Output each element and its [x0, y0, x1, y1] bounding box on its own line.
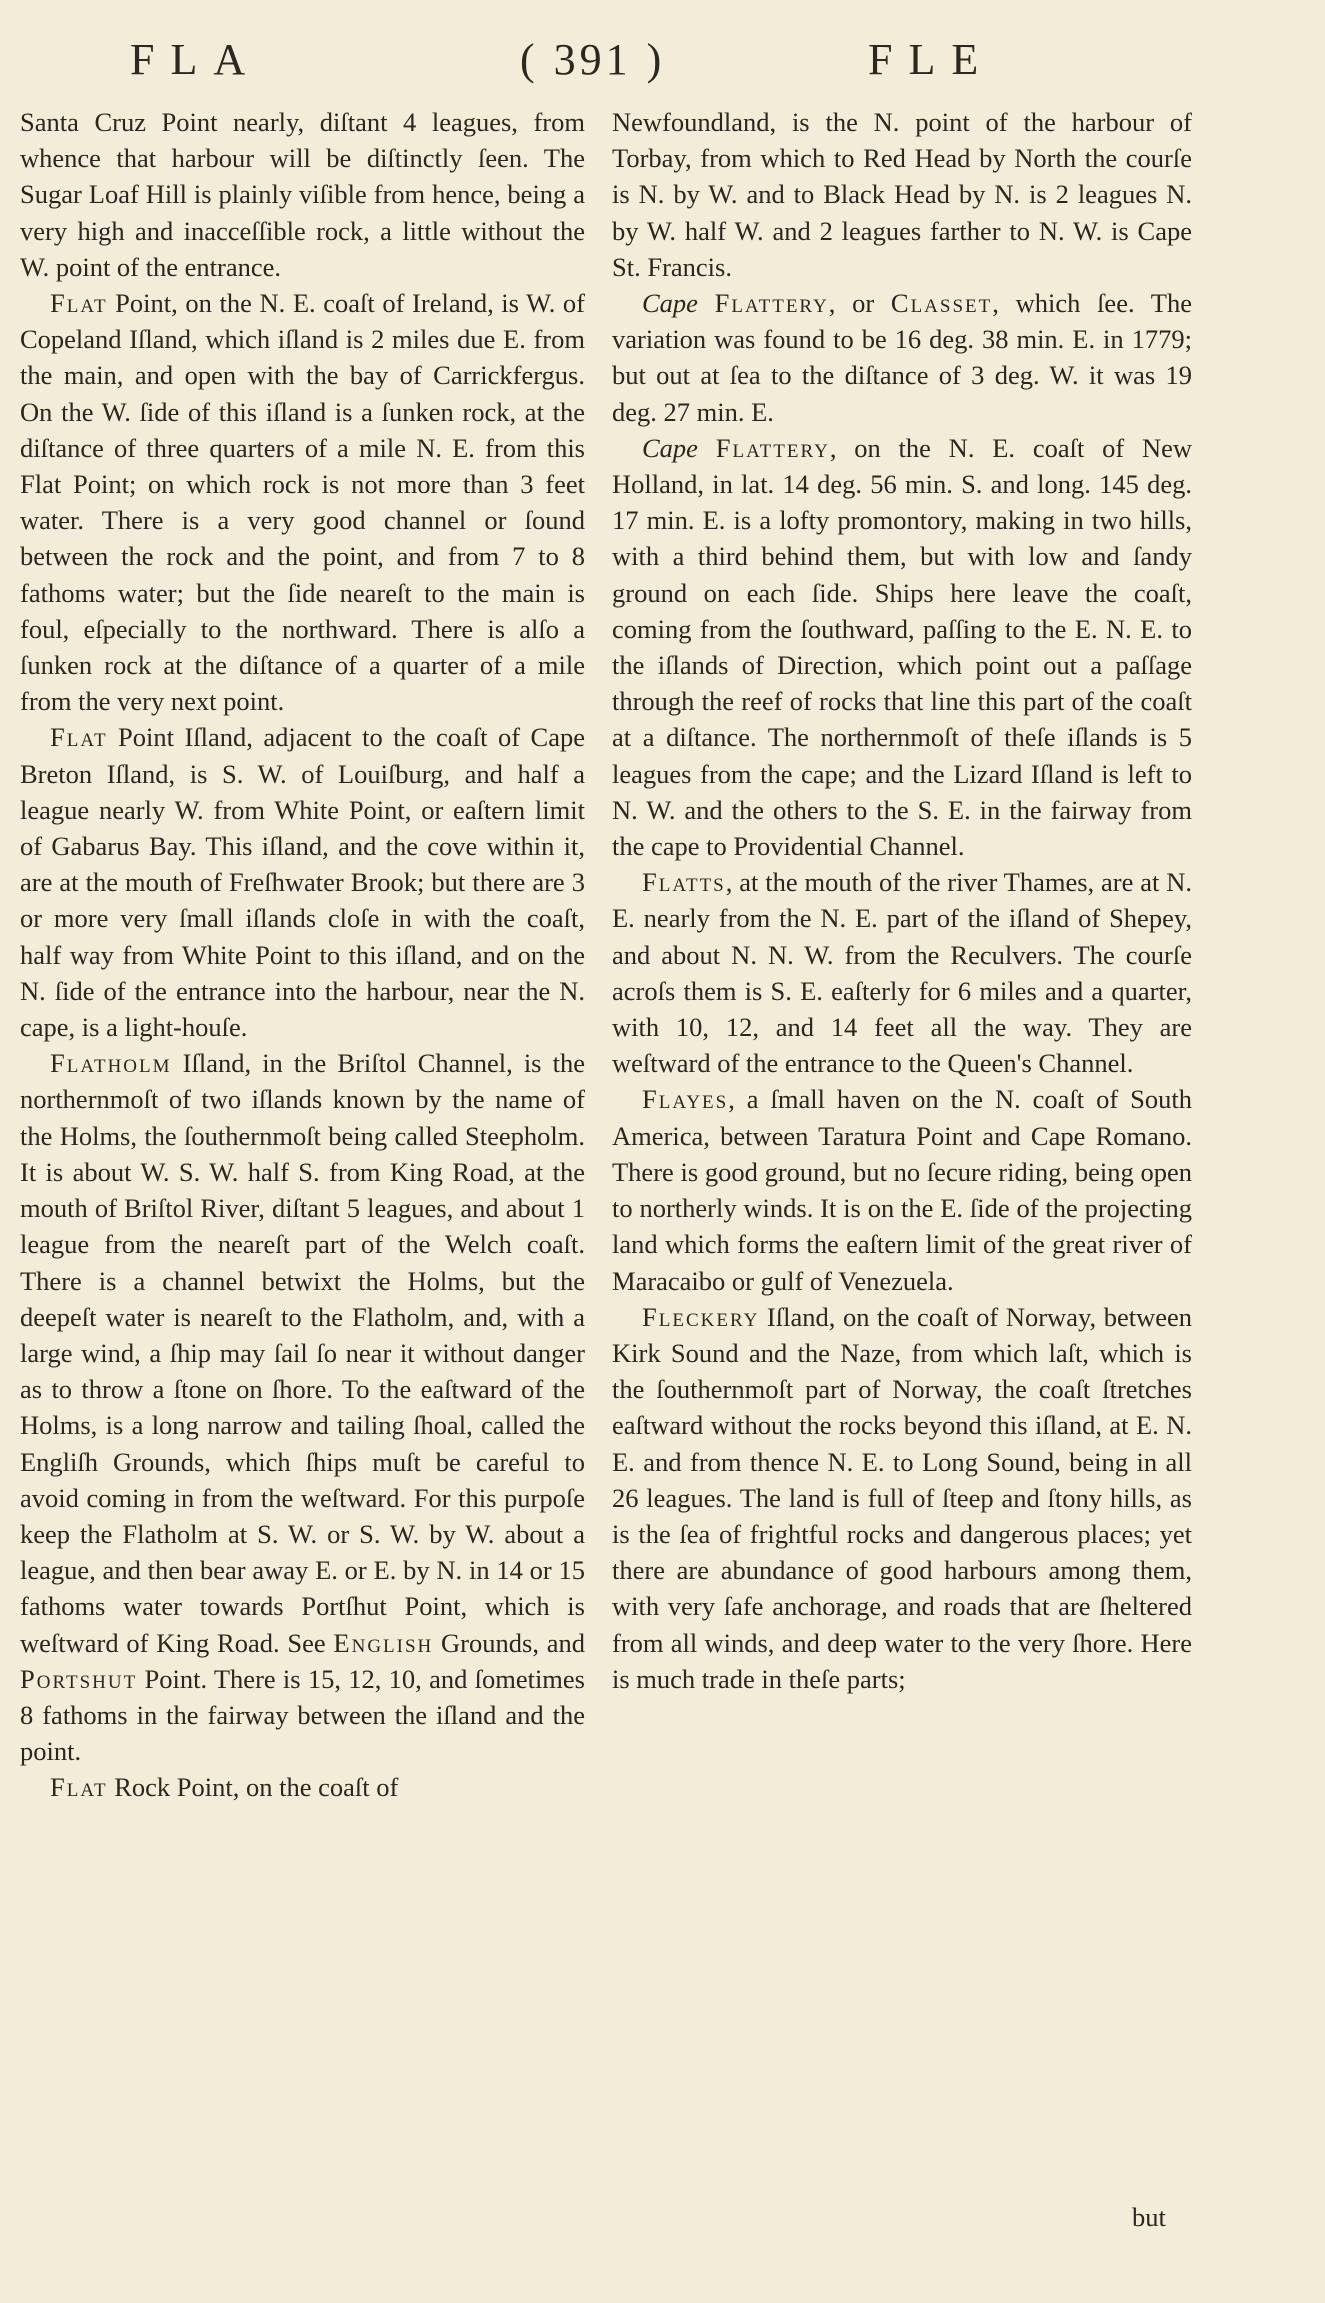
entry-headword: Flat [50, 288, 108, 319]
entry-cape-flattery-new-holland [612, 430, 1192, 864]
entry-text: Point, on the N. E. coaſt of Ireland, is W. of Copeland Iſland, which iſland is 2 miles due E. from the main, and open with the bay of Carrickfergus. On the W. ſide of this iſland is a ſunken rock, at the diſtance of three quarters of a mile N. E. from this Flat Point; on which rock is not more than 3 feet water. There is a very good channel or ſound between the rock and the point, and from 7 to 8 fathoms water; but the ſide neareſt to the main is foul, eſpecially to the northward. There is alſo a ſunken rock at the diſtance of a quarter of a mile from the very next point. [20, 288, 585, 717]
entry-fleckery [612, 1299, 1192, 1697]
entry-text: Iſland, in the Briſtol Channel, is the northernmoſt of two iſlands known by the name of the Holms, the ſouthernmoſt being called Steepholm. It is about W. S. W. half S. from King Road, at the mouth of Briſtol River, diſtant 5 leagues, and about 1 league from the neareſt part of the Welch coaſt. There is a channel betwixt the Holms, but the deepeſt water is neareſt to the Flatholm, and, with a large wind, a ſhip may ſail ſo near it without danger as to throw a ſtone on ſhore. To the eaſtward of the Holms, is a long narrow and tailing ſhoal, called the Engliſh Grounds, which ſhips muſt be careful to avoid coming in from the weſtward. For this purpoſe keep the Flatholm at S. W. or S. W. by W. about a league, and then bear away E. or E. by N. in 14 or 15 fathoms water towards Portſhut Point, which is weſtward of King Road. See [20, 1048, 585, 1658]
continuation-paragraph: Newfoundland, is the N. point of the harbour of Torbay, from which to Red Head by North the courſe is N. by W. and to Black Head by N. is 2 leagues N. by W. half W. and 2 leagues farther to N. W. is Cape St. Francis. [612, 107, 1192, 282]
entry-headword-alt: Classet [890, 288, 993, 319]
entry-text: , at the mouth of the river Thames, are at N. E. nearly from the N. E. part of the iſland of Shepey, and about N. N. W. from the Reculvers. The courſe acroſs them is S. E. eaſterly for 6 miles and a quarter, with 10, 12, and 14 feet all the way. They are weſtward of the entrance to the Queen's Channel. [612, 867, 1192, 1079]
entry-headword: Flayes [642, 1084, 729, 1115]
header-right-word: FLE [868, 35, 995, 84]
cross-reference: English [333, 1627, 434, 1658]
continuation-paragraph: Santa Cruz Point nearly, diſtant 4 leagues, from whence that harbour will be diſtinctly ſeen. The Sugar Loaf Hill is plainly viſible from hence, being a very high and inacceſſible rock, a little without the W. point of the entrance. [20, 107, 585, 282]
running-head [0, 34, 1325, 94]
catchword: but [1132, 2202, 1166, 2232]
entry-text: , or [828, 288, 891, 319]
entry-headword: Flat [50, 1772, 108, 1803]
entry-headword: Flattery [714, 288, 829, 319]
entry-prefix: Cape [642, 288, 698, 319]
entry-headword: Flat [50, 722, 108, 753]
entry-flayes [612, 1081, 1192, 1298]
entry-text: , which ſee. The variation was found to be 16 deg. 38 min. E. in 1779; but out at ſea to the diſtance of 3 deg. W. it was 19 deg. 27 min. E. [612, 288, 1193, 427]
right-column [612, 104, 1192, 1697]
entry-flat-point-ireland [20, 285, 585, 719]
entry-flat-rock-point [20, 1769, 585, 1805]
entry-text: Point. There is 15, 12, 10, and ſometimes 8 fathoms in the fairway between the iſland and the point. [20, 1663, 585, 1767]
entry-flat-point-island [20, 719, 585, 1045]
entry-text: Grounds, and [433, 1627, 585, 1658]
entry-text: Point Iſland, adjacent to the coaſt of Cape Breton Iſland, is S. W. of Louiſburg, and half a league nearly W. from White Point, or eaſtern limit of Gabarus Bay. This iſland, and the cove within it, are at the mouth of Freſhwater Brook; but there are 3 or more very ſmall iſlands cloſe in with the coaſt, half way from White Point to this iſland, and on the N. ſide of the entrance into the harbour, near the N. cape, is a light-houſe. [20, 722, 585, 1043]
entry-headword: Fleckery [642, 1301, 760, 1332]
entry-text: , a ſmall haven on the N. coaſt of South America, between Taratura Point and Cape Romano. There is good ground, but no ſecure riding, being open to northerly winds. It is on the E. ſide of the projecting land which forms the eaſtern limit of the great river of Maracaibo or gulf of Venezuela. [612, 1084, 1192, 1296]
entry-prefix: Cape [642, 432, 698, 463]
entry-text: Iſland, on the coaſt of Norway, between Kirk Sound and the Naze, from which laſt, which is the ſouthernmoſt part of Norway, the coaſt ſtretches eaſtward without the rocks beyond this iſland, at E. N. E. and from thence N. E. to Long Sound, being in all 26 leagues. The land is full of ſteep and ſtony hills, as is the ſea of frightful rocks and dangerous places; yet there are abundance of good harbours among them, with very ſafe anchorage, and roads that are ſheltered from all winds, and deep water to the very ſhore. Here is much trade in theſe parts; [612, 1301, 1192, 1694]
entry-cape-flattery-classet [612, 285, 1192, 430]
cross-reference: Portshut [20, 1663, 138, 1694]
entry-headword: Flatts [642, 867, 726, 898]
header-left-word: FLA [130, 35, 262, 84]
entry-headword: Flatholm [50, 1048, 172, 1079]
entry-flatts [612, 864, 1192, 1081]
entry-headword: Flattery [715, 432, 830, 463]
page-number: ( 391 ) [520, 35, 666, 84]
left-column [20, 104, 585, 1806]
entry-flatholm [20, 1045, 585, 1769]
entry-text: Rock Point, on the coaſt of [107, 1772, 399, 1803]
entry-text: , on the N. E. coaſt of New Holland, in lat. 14 deg. 56 min. S. and long. 145 deg. 17 min. E. is a lofty promontory, making in two hills, with a third behind them, but with low and ſandy ground on each ſide. Ships here leave the coaſt, coming from the ſouthward, paſſing to the E. N. E. to the iſlands of Direction, which point out a paſſage through the reef of rocks that line this part of the coaſt at a diſtance. The northernmoſt of theſe iſlands is 5 leagues from the cape; and the Lizard Iſland is left to N. W. and the others to the S. E. in the fairway from the cape to Providential Channel. [612, 432, 1192, 862]
